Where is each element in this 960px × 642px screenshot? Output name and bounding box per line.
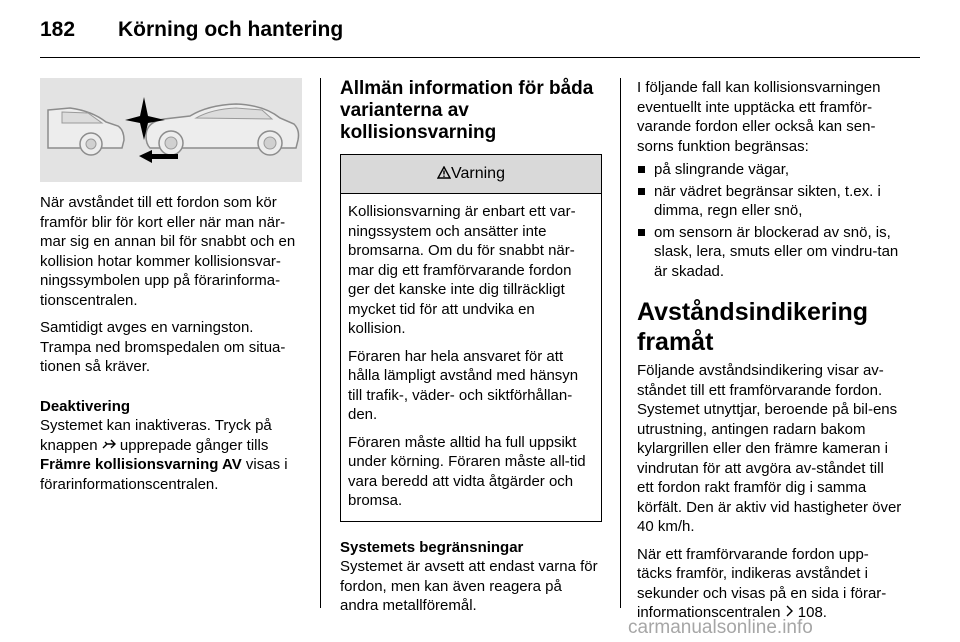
- distance-detection-paragraph: När ett framförvarande fordon upp-täcks framför, indikeras avståndet i sekunder och visas på en sida i förar-informationscentralen 108.: [637, 545, 887, 621]
- distance-indication-heading: Avståndsindikering framåt: [637, 298, 869, 356]
- limitations-paragraph: Systemet är avsett att endast varna för fordon, men kan även reagera på andra metallföremål.: [340, 558, 598, 614]
- warning-paragraph: Föraren har hela ansvaret för att hålla lämpligt avstånd med hänsyn till trafik-, väder- och siktförhållan-den.: [348, 347, 579, 423]
- limitations-list: [637, 160, 903, 281]
- page-reference: 108.: [797, 604, 827, 621]
- list-item: om sensorn är blockerad av snö, is, slask, lera, smuts eller om vindru-tan är skadad.: [637, 223, 903, 282]
- section-heading: Allmän information för båda varianterna av kollisionsvarning: [340, 78, 594, 143]
- setting-name: Främre kollisionsvarning AV: [40, 456, 242, 473]
- deactivation-paragraph: Systemet kan inaktiveras. Tryck på knappen upprepade gånger tills Främre kollisionsvarning AV visas i förarinformationscentralen.: [40, 417, 288, 493]
- list-item: när vädret begränsar sikten, t.ex. i dimma, regn eller snö,: [637, 182, 903, 221]
- list-item: på slingrande vägar,: [637, 160, 903, 180]
- column-divider: [620, 78, 621, 608]
- collision-warning-button-icon: [102, 436, 116, 456]
- watermark: carmanualsonline.info: [628, 617, 813, 638]
- column-right: [637, 78, 903, 623]
- header-rule: [40, 57, 920, 58]
- warning-tone-paragraph: Samtidigt avges en varningston. Trampa ned bromspedalen om situa-tionen så kräver.: [40, 319, 286, 375]
- column-divider: [320, 78, 321, 608]
- page-title: Körning och hantering: [118, 18, 344, 41]
- distance-paragraph: Följande avståndsindikering visar av-ståndet till ett framförvarande fordon. Systemet utnyttjar, beroende på bil-ens utrustning, antingen radarn bakom kylargrillen eller den främre kameran i vindrutan för att avgöra av-ståndet till ett fordon rakt framför dig i samma körfält. Den är aktiv vid hastigheter över 40 km/h.: [637, 362, 902, 535]
- car-collision-drawing: [40, 78, 302, 182]
- limitations-intro: I följande fall kan kollisionsvarningen eventuellt inte upptäcka ett framför-varande fordon eller också kan sen-sorns funktion begränsas:: [637, 79, 881, 155]
- page-number: 182: [40, 18, 76, 41]
- warning-box: [340, 154, 602, 522]
- warning-title: Varning: [451, 165, 505, 182]
- collision-warning-illustration: [40, 78, 302, 182]
- page-header: [40, 8, 920, 58]
- column-middle: [340, 78, 602, 616]
- column-left: [40, 193, 306, 494]
- deactivation-heading: Deaktivering: [40, 397, 131, 415]
- warning-header: [341, 155, 601, 194]
- warning-paragraph: Kollisionsvarning är enbart ett var-ningssystem och ansätter inte bromsarna. Om du för snabbt när-mar dig ett framförvarande fordon ger det kanske inte dig tillräckligt mycket tid för att undvika en kollision.: [348, 203, 576, 337]
- intro-paragraph: När avståndet till ett fordon som kör framför blir för kort eller när man när-mar sig en annan bil för snabbt och en kollision hotar kommer kollisionsvar-ningssymbolen upp på förarinforma-tionscentralen.: [40, 194, 296, 309]
- warning-triangle-icon: [437, 155, 451, 193]
- limitations-heading: Systemets begränsningar: [340, 538, 524, 556]
- warning-body: [341, 194, 601, 521]
- warning-paragraph: Föraren måste alltid ha full uppsikt under körning. Föraren måste all-tid vara beredd att vidta åtgärder och bromsa.: [348, 433, 586, 509]
